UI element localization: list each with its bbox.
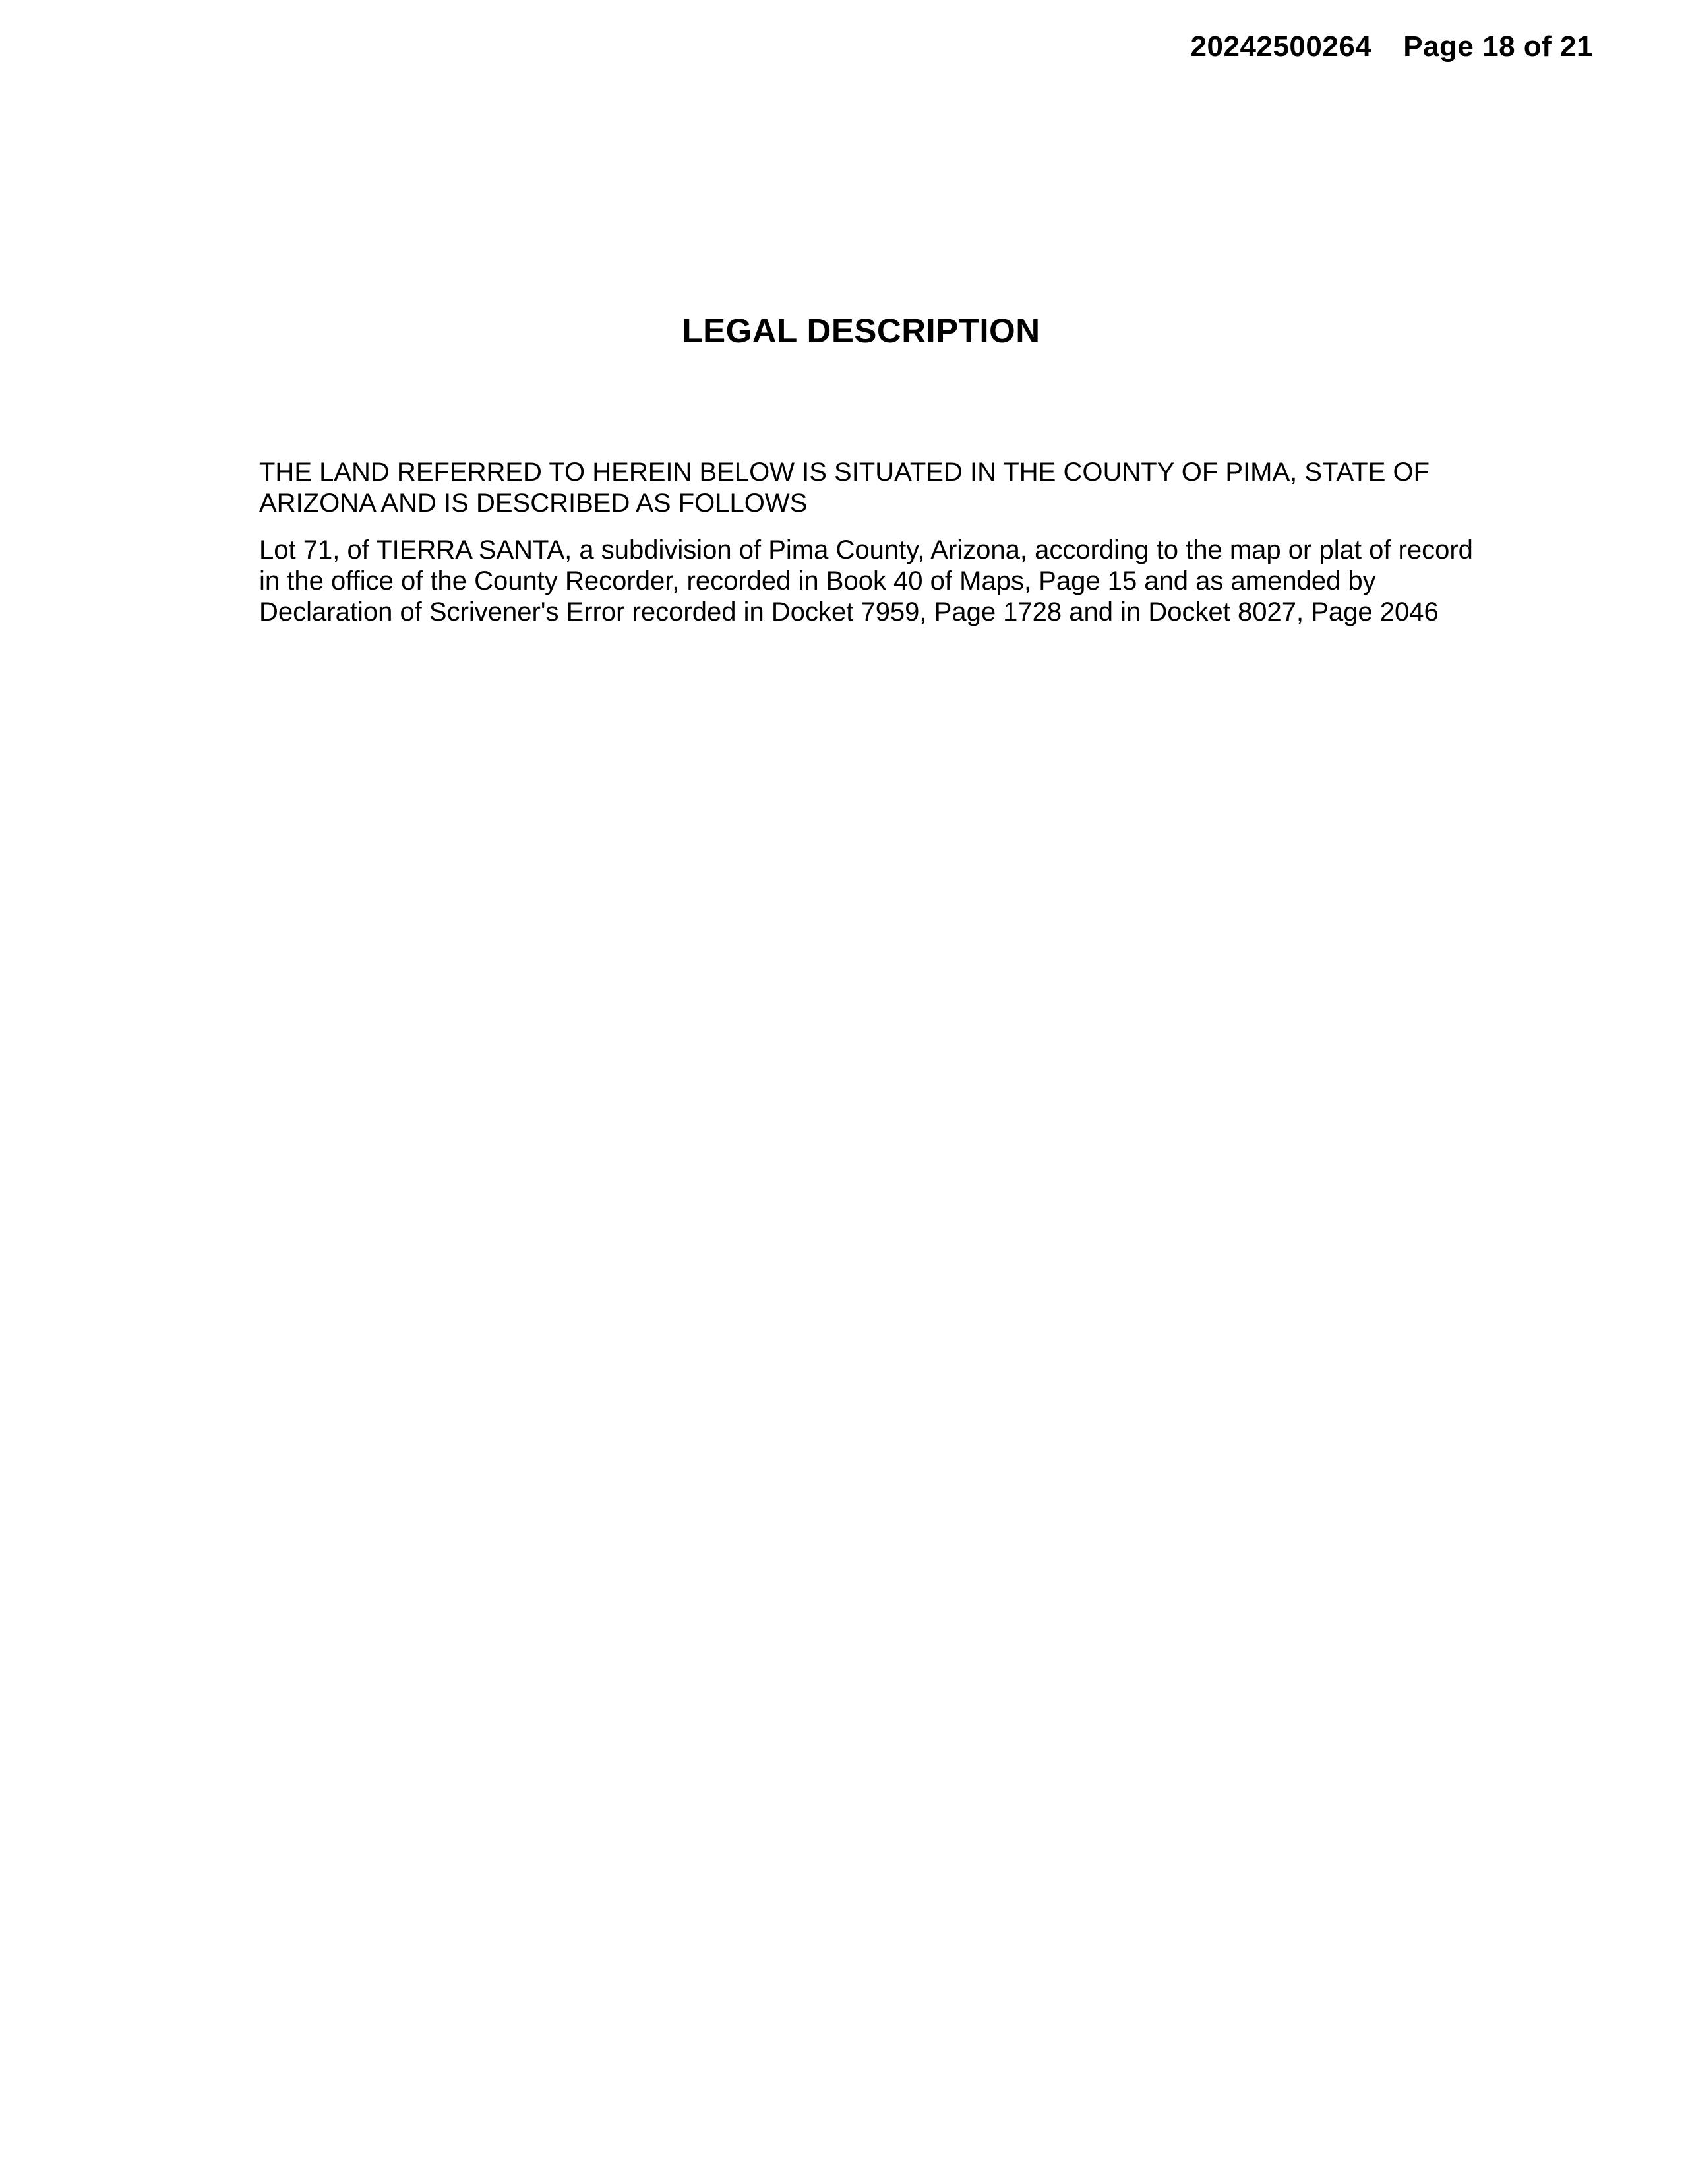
lot-description-paragraph: Lot 71, of TIERRA SANTA, a subdivision of Pima County, Arizona, according to the map or plat of record in the office of the County Recorder, recorded in Book 40 of Maps, Page 15 and as amended by Declaration of Scrivener's Error recorded in Docket 7959, Page 1728 and in Docket 8027, Page 2046 xyxy=(259,535,1473,626)
page-header xyxy=(1191,30,1593,63)
page-number-label: Page 18 of 21 xyxy=(1403,30,1593,63)
situs-paragraph: THE LAND REFERRED TO HEREIN BELOW IS SITUATED IN THE COUNTY OF PIMA, STATE OF ARIZONA AND IS DESCRIBED AS FOLLOWS xyxy=(259,458,1430,518)
document-title: LEGAL DESCRIPTION xyxy=(682,312,1040,349)
document-number: 20242500264 xyxy=(1190,30,1372,63)
